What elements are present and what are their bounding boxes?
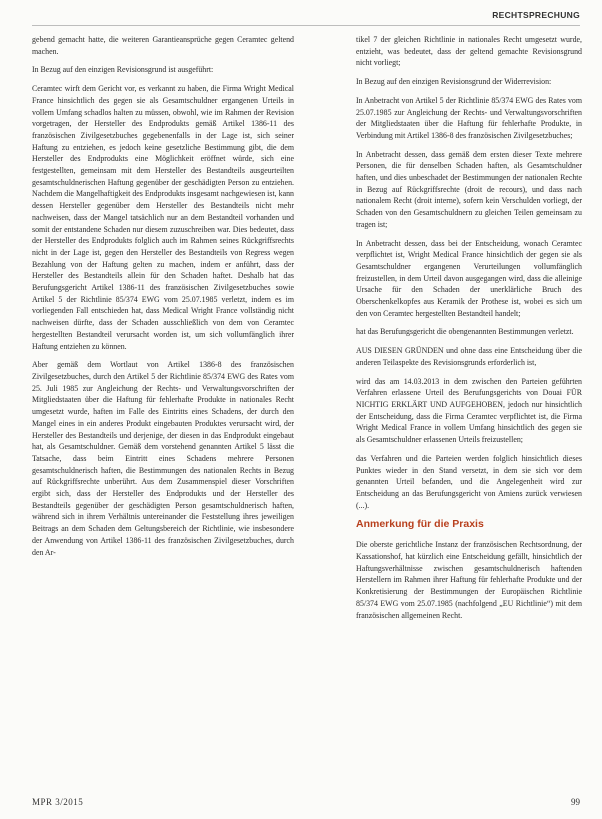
paragraph: das Verfahren und die Parteien werden folglich hinsichtlich dieses Punktes wieder in den Stand versetzt, in dem sie sich vor dem genannten Urteil befanden, und die Angelegenheit wird zur Entscheidung an das Berufungsgericht von Amiens zurück verwiesen (...). <box>356 453 582 510</box>
paragraph: AUS DIESEN GRÜNDEN und ohne dass eine Entscheidung über die anderen Teilaspekte des Revisionsgrunds erforderlich ist, <box>356 346 582 367</box>
paragraph: gebend gemacht hatte, die weiteren Garantieansprüche gegen Ceramtec geltend machen. <box>32 35 294 56</box>
header-divider <box>32 25 580 26</box>
praxis-paragraph: Die oberste gerichtliche Instanz der französischen Rechtsordnung, der Kassationshof, hat kürzlich eine Entscheidung gefällt, hinsichtlich der Haftungsverhältnisse zwischen gesamtschuldnerisch haftenden Herstellern im Rahmen ihrer Haftung für fehlerhafte Produkte und der Konkretisierung der Bestimmungen der Europäischen Richtlinie 85/374 EWG vom 25.07.1985 (nachfolgend „EU Richtlinie“) mit dem französischen allgemeinen Recht. <box>356 540 582 620</box>
paragraph: Aber gemäß dem Wortlaut von Artikel 1386-8 des französischen Zivilgesetzbuches, durch den Artikel 5 der Richtlinie 85/374 EWG des Rates vom 25. Juli 1985 zur Angleichung der Rechts- und Verwaltungsvorschriften der Mitgliedstaaten über die Haftung für fehlerhafte Produkte in nationales Recht umgesetzt wurde, haften im Falle des Eintritts eines Schadens, der durch den Mangel eines in ein anderes Produkt eingebauten Produktes verursacht wird, der Hersteller des Bestandteils und derjenige, der diesen in das Endprodukt eingebaut hat, als Gesamtschuldner. Gemäß dem vorstehend genannten Artikel 5 lässt die Tatsache, dass beim Eintritt eines Schadens mehrere Personen gesamtschuldnerisch haften, die Bestimmungen des nationalen Rechts in Bezug auf Rückgriffsrechte unberührt. Aus dem Zusammenspiel dieser Vorschriften ergibt sich, dass der Hersteller des Endprodukts und der Hersteller des Bestandteils gegenüber der geschädigten Person gesamtschuldnerisch haften, während sich in ihrem Verhältnis untereinander die Feststellung ihres jeweiligen Beitrags an dem Schaden dem Geltungsbereich der Richtlinie, wie insbesondere der Anwendung von Artikel 1386-11 des französischen Zivilgesetzbuches, durch den Ar- <box>32 360 294 557</box>
paragraph: wird das am 14.03.2013 in dem zwischen den Parteien geführten Verfahren erlassene Urteil des Berufungsgerichts von Douai FÜR NICHTIG ERKLÄRT UND AUFGEHOBEN, jedoch nur hinsichtlich der Entscheidung, dass die Firma Ceramtec verpflichtet ist, die Firma Wright Medical France in vollem Umfang hinsichtlich des gegen sie als Gesamtschuldner erlassenen Urteils freizustellen; <box>356 376 582 445</box>
page-number: 99 <box>571 797 580 807</box>
paragraph: In Bezug auf den einzigen Revisionsgrund ist ausgeführt: <box>32 65 214 75</box>
paragraph: In Anbetracht dessen, dass gemäß dem ersten dieser Texte mehrere Personen, die für denselben Schaden haften, als Gesamtschuldner haften, und dies unbeschadet der Bestimmungen der nationalen Rechte in Bezug auf Rückgriffsrechte (droit de recours), und dass nach nationalem Recht (droit interne), sofern kein Verschulden vorliegt, der Schaden von den Gesamtschuldnern zu gleichen Teilen gemeinsam zu tragen ist; <box>356 149 582 229</box>
journal-label: MPR 3/2015 <box>32 797 84 807</box>
paragraph: Ceramtec wirft dem Gericht vor, es verkannt zu haben, die Firma Wright Medical France hinsichtlich des gegen sie als Gesamtschuldner ergangenen Urteils in vollem Umfang schadlos halten zu müssen, obwohl, wie im Rahmen der Revision vorgetragen, der Hersteller des Endprodukts gemäß Artikel 1386-11 des französischen Zivilgesetzbuches gegebenenfalls in der Lage ist, sich seiner Haftung zu entziehen, es jedoch keine gesetzliche Bestimmung gibt, die dem Hersteller des Endprodukts eine Möglichkeit eröffnet würde, sich eine festgestellten, gemeinsam mit dem Hersteller des Bestandteils ausgeurteilten gesamtschuldnerischen Haftung gegenüber der geschädigten Person zu entziehen. Nachdem die Mangelhaftigkeit des Endprodukts insgesamt nachgewiesen ist, kann dessen Hersteller gegenüber dem Hersteller des Bestandteils nicht mehr nachweisen, dass der Mangel tatsächlich nur an dem Bestandteil vorhanden und somit der entstandene Schaden nur diesem zuzuschreiben war. Dies bedeutet, dass der Hersteller des Endprodukts folglich auch im Rahmen seines Rückgriffsrechts nicht in der Lage ist, gegen den Hersteller des Bestandteils von Regress wegen Bezahlung von der Haftung gelten zu machen, indem er anführt, dass der Hersteller des Bestandteils allein für den Schaden haftet. Deshalb hat das Berufungsgericht Artikel 1386-11 des französischen Zivilgesetzbuches sowie Artikel 5 der Richtlinie 85/374 EWG vom 25.07.1985 verletzt, indem es im vorliegenden Fall entschieden hat, dass Medical Wright France vollständig nicht nachweisen dürfte, dass der Schaden ausschließlich von dem von Ceramtec hergestellten Bestandteil verursacht worden ist, um sich vollumfänglich ihrer Haftung entziehen zu können. <box>32 84 294 351</box>
paragraph: In Bezug auf den einzigen Revisionsgrund der Widerrevision: <box>356 77 552 87</box>
paragraph: hat das Berufungsgericht die obengenannten Bestimmungen verletzt. <box>356 327 574 337</box>
paragraph: In Anbetracht von Artikel 5 der Richtlinie 85/374 EWG des Rates vom 25.07.1985 zur Angleichung der Rechts- und Verwaltungsvorschriften der Mitgliedstaaten über die Haftung für fehlerhafte Produkte, in Verbindung mit Artikel 1386-8 des französischen Zivilgesetzbuches; <box>356 95 582 140</box>
paragraph: tikel 7 der gleichen Richtlinie in nationales Recht umgesetzt wurde, entzieht, was bedeutet, dass der geltend gemachte Revisionsgrund nicht vorliegt; <box>356 35 582 68</box>
right-column <box>356 34 582 628</box>
section-header: RECHTSPRECHUNG <box>492 10 580 20</box>
paragraph: In Anbetracht dessen, dass bei der Entscheidung, wonach Ceramtec verpflichtet ist, Wright Medical France hinsichtlich der gegen sie als Gesamtschuldner ergangenen Verurteilungen vollumfänglich freizustellen, in dem Urteil davon ausgegangen wird, dass die alleinige Ursache für den Schaden der unerklärliche Bruch des Oberschenkelkopfes aus Keramik der Prothese ist, wobei es sich um den von Ceramtec hergestellten Bestandteil handelt; <box>356 238 582 318</box>
praxis-heading: Anmerkung für die Praxis <box>356 518 484 531</box>
left-column <box>32 34 294 565</box>
